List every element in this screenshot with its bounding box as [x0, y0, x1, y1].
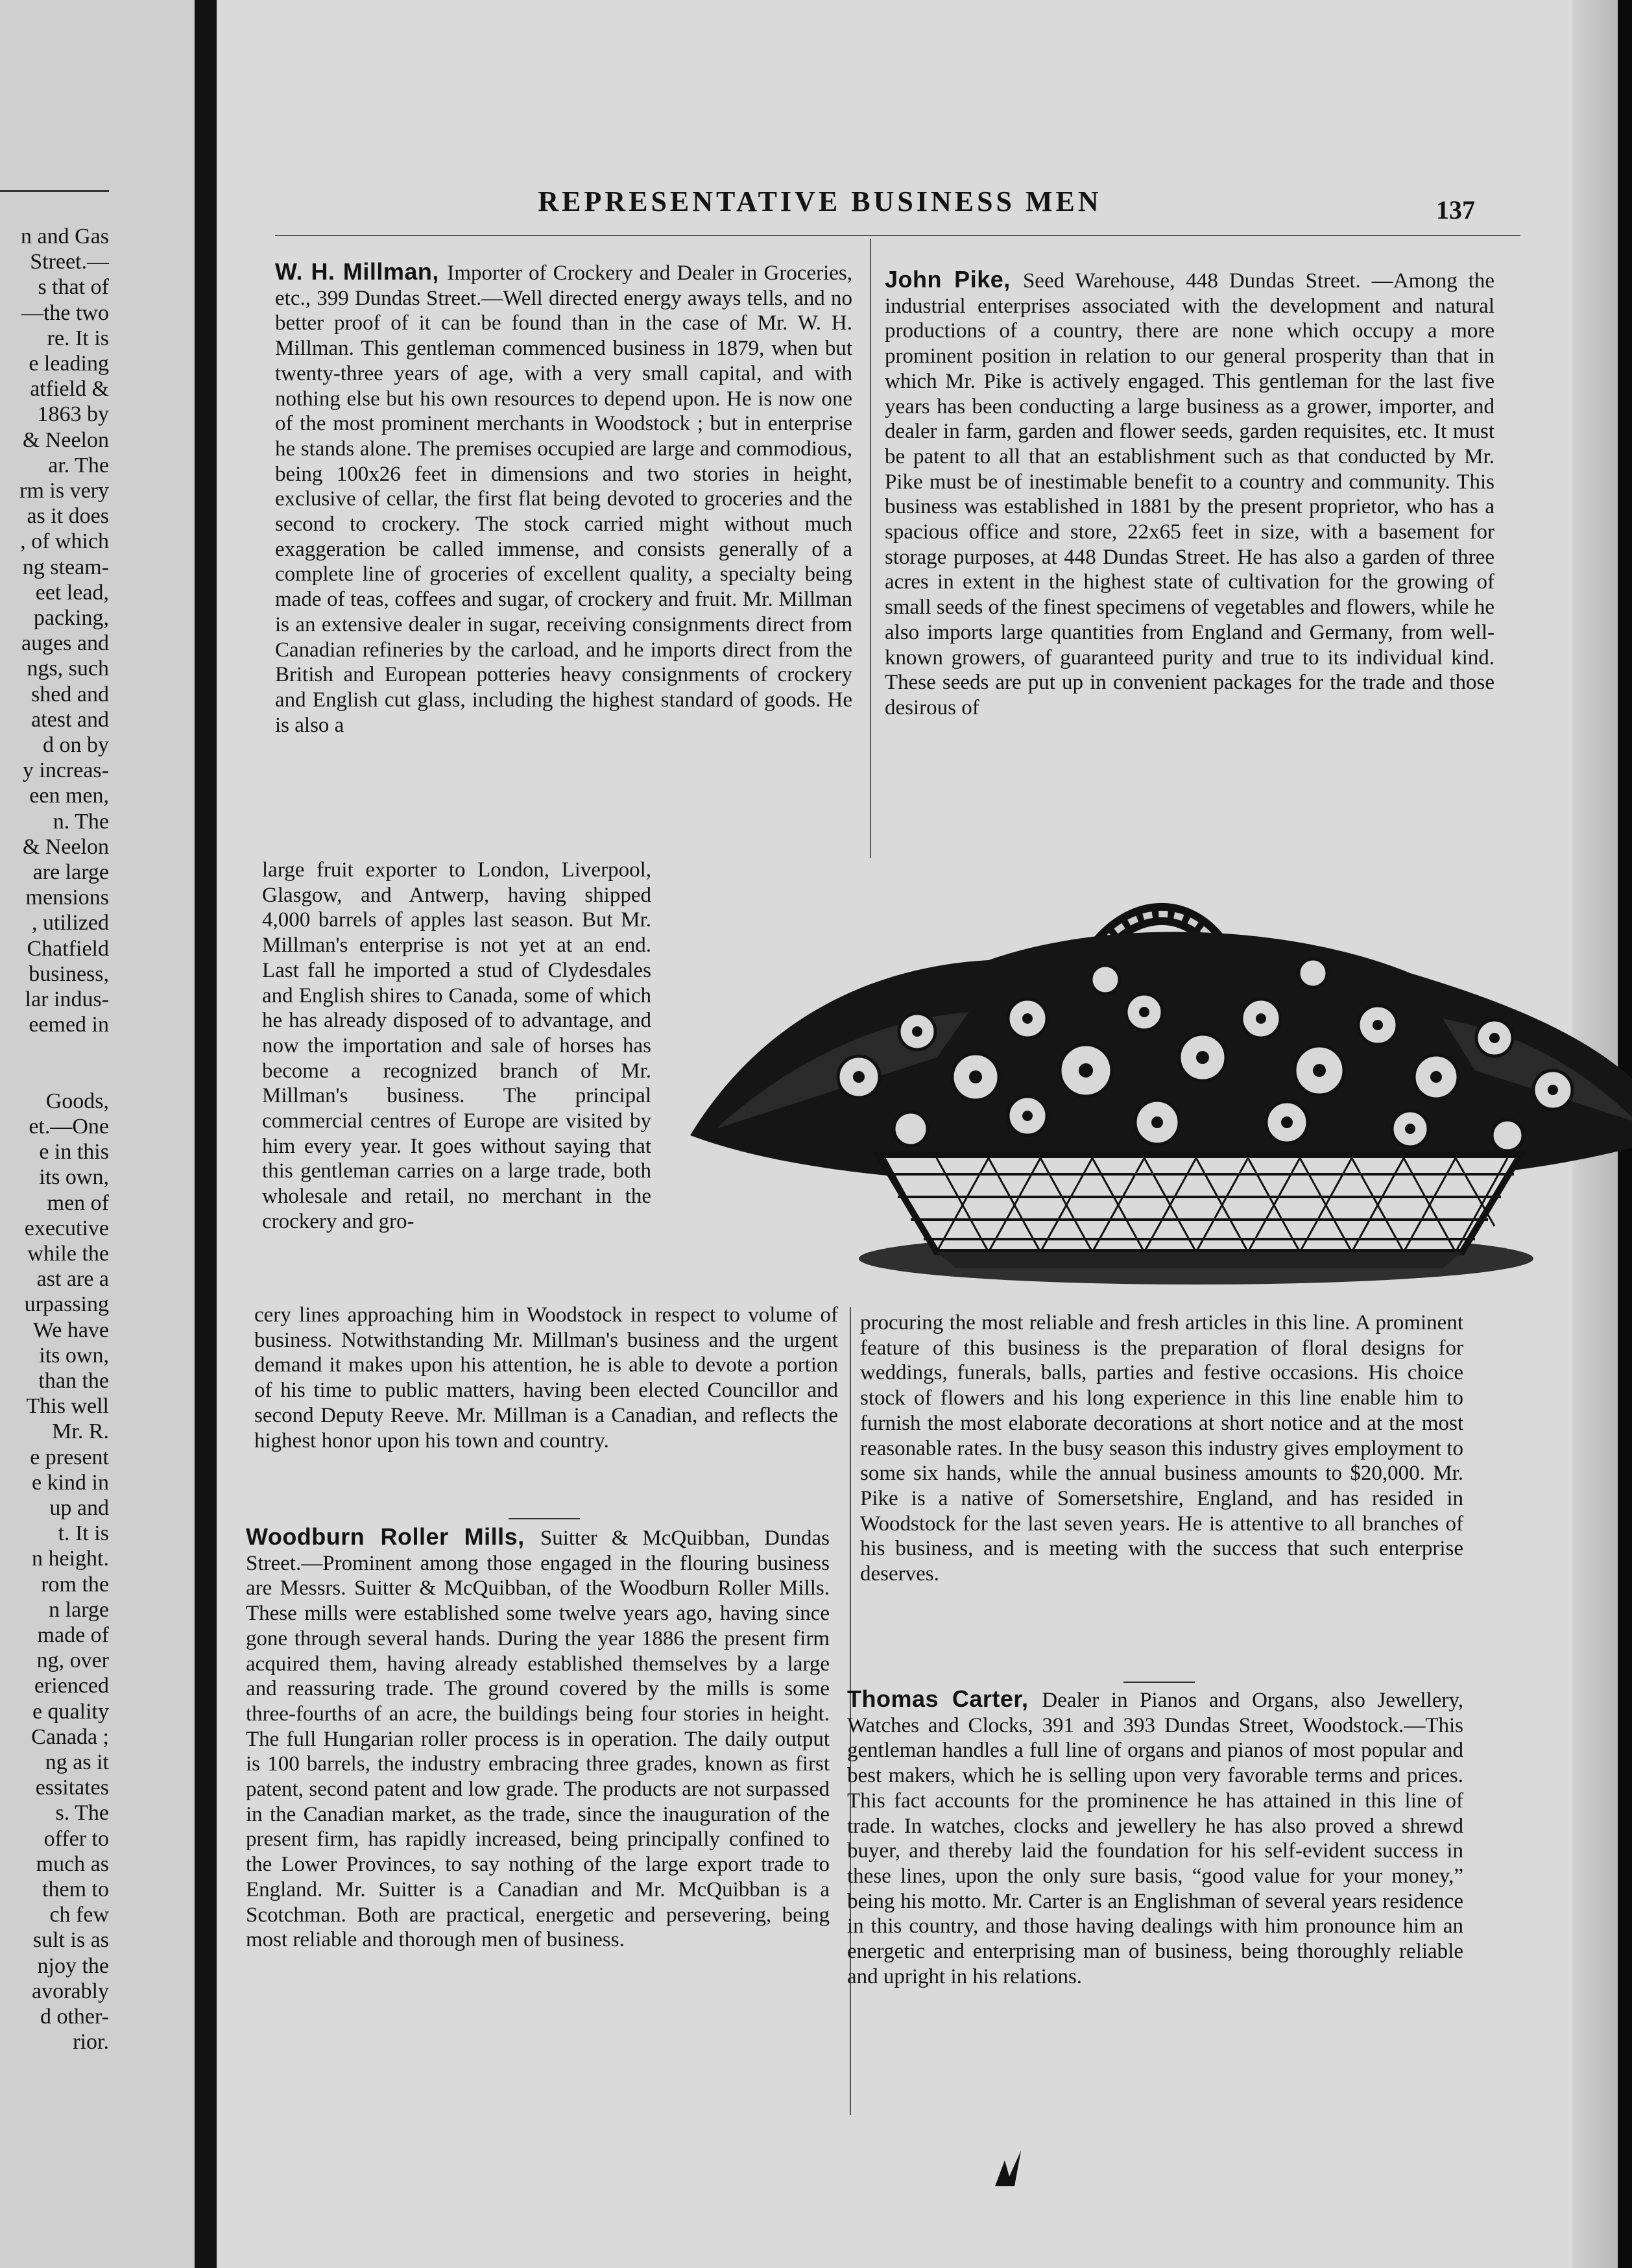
previous-page-line: Mr. R. — [52, 1419, 109, 1444]
previous-page-line: essitates — [35, 1776, 109, 1800]
previous-page-line: men of — [47, 1190, 109, 1215]
previous-page-line: them to — [42, 1877, 109, 1901]
previous-page-line: rm is very — [19, 479, 109, 503]
previous-page-line: auges and — [21, 631, 109, 656]
previous-page-line: t. It is — [58, 1521, 109, 1546]
previous-page-rule — [0, 190, 109, 192]
page — [217, 0, 1618, 2268]
previous-page-line: Goods, — [45, 1089, 109, 1113]
separator — [509, 1518, 580, 1519]
previous-page-strip — [0, 0, 195, 2268]
previous-page-line: rior. — [73, 2030, 109, 2055]
article-pike-body-top: Seed Warehouse, 448 Dundas Street. —Among the industrial enterprises associated with the development and natural productions of a country, there are none which occupy a more prominent position in relation to our general prosperity than that in which Mr. Pike is actively engaged. This gentleman for the last five years has been conducting a large business as a grower, importer, and dealer in farm, garden and flower seeds, garden requisites, etc. It must be patent to all that an establishment such as that conducted by Mr. Pike must be of inestimable benefit to a country and community. This business was established in 1881 by the present proprietor, who has a spacious office and store, 22x65 feet in size, with a basement for storage purposes, at 448 Dundas Street. He has also a garden of three acres in extent in the highest state of cultivation for the growing of small seeds of the finest specimens of vegetables and flowers, while he also imports large quantities from England and Germany, from well-known growers, of guaranteed purity and true to its individual kind. These seeds are put up in convenient packages for the trade and those desirous of — [885, 269, 1494, 719]
previous-page-line: e leading — [29, 352, 109, 376]
previous-page-line: Chatfield — [27, 936, 109, 961]
previous-page-line: atest and — [31, 707, 109, 732]
previous-page-line: , of which — [20, 529, 109, 554]
previous-page-line: than the — [38, 1369, 109, 1393]
previous-page-line: —the two — [21, 300, 109, 325]
previous-page-line: d other- — [40, 2005, 109, 2029]
previous-page-line: e in this — [39, 1140, 109, 1164]
previous-page-line: n. The — [53, 809, 109, 834]
previous-page-line: n height. — [32, 1547, 109, 1571]
previous-page-line: much as — [36, 1852, 109, 1876]
previous-page-line: 1863 by — [37, 402, 109, 427]
previous-page-line: et.—One — [29, 1115, 109, 1139]
previous-page-line: d on by — [43, 733, 109, 757]
previous-page-line: e kind in — [32, 1470, 109, 1495]
article-carter-name: Thomas Carter, — [847, 1687, 1042, 1712]
previous-page-line: n large — [49, 1597, 109, 1622]
previous-page-line: This well — [26, 1394, 109, 1419]
previous-page-line: We have — [32, 1318, 109, 1342]
previous-page-line: ngs, such — [27, 657, 109, 681]
previous-page-line: its own, — [39, 1165, 109, 1190]
previous-page-line: as it does — [27, 504, 109, 529]
previous-page-line: ng, over — [36, 1648, 109, 1673]
previous-page-line: while the — [27, 1242, 109, 1266]
previous-page-line: urpassing — [24, 1292, 109, 1317]
previous-page-line: eet lead, — [35, 580, 109, 605]
previous-page-line: avorably — [32, 1979, 109, 2003]
separator — [1123, 1682, 1195, 1683]
previous-page-line: packing, — [33, 606, 109, 630]
article-pike-body-bottom: procuring the most reliable and fresh articles in this line. A prominent feature of this business is the preparation of floral designs for weddings, funerals, balls, parties and festive occasions. His choice stock of flowers and his long experience in this line enable him to furnish the most elaborate decorations at short notice and at the most reasonable rates. In the busy season this industry gives employment to some six hands, while the annual business amounts to $20,000. Mr. Pike is a native of Somersetshire, England, and has resided in Woodstock for the last seven years. He is attentive to all branches of his business, and is meeting with the success that such enterprise deserves. — [860, 1311, 1463, 1586]
article-pike-bottom — [860, 1310, 1463, 1677]
previous-page-line: eemed in — [29, 1013, 109, 1037]
previous-page-line: up and — [49, 1496, 109, 1520]
article-pike-top — [885, 267, 1494, 864]
previous-page-line: ar. The — [48, 453, 109, 477]
previous-page-line: s that of — [38, 275, 109, 300]
previous-page-line: executive — [24, 1216, 109, 1240]
previous-page-line: s. The — [55, 1801, 109, 1826]
previous-page-line: Street.— — [30, 250, 109, 274]
article-woodburn-name: Woodburn Roller Mills, — [246, 1525, 540, 1550]
flower-basket-illustration — [664, 863, 1632, 1304]
article-millman-body-top: Importer of Crockery and Dealer in Groceries, etc., 399 Dundas Street.—Well directed energy aways tells, and no better proof of it can be found than in the case of Mr. W. H. Millman. This gentleman commenced business in 1879, when but twenty-three years of age, with a very small capital, and with nothing else but his own resources to depend upon. He is now one of the most prominent merchants in Woodstock ; but in enterprise he stands alone. The premises occupied are large and commodious, being 100x26 feet in dimensions and two stories in height, exclusive of cellar, the first flat being devoted to groceries and the second to crockery. The stock carried might without much exaggeration be called immense, and consists generally of a complete line of groceries of excellent quality, a specialty being made of teas, coffees and sugar, of crockery and fruit. Mr. Millman is an extensive dealer in sugar, receiving consignments direct from Canadian refineries by the carload, and he imports direct from the British and European potteries heavy consignments of crockery and English cut glass, including the highest standard of goods. He is also a — [275, 261, 852, 737]
previous-page-line: y increas- — [22, 758, 109, 783]
previous-page-line: re. It is — [47, 326, 109, 350]
article-carter — [847, 1687, 1463, 2102]
article-carter-body: Dealer in Pianos and Organs, also Jewellery, Watches and Clocks, 391 and 393 Dundas Street, Woodstock.—This gentleman handles a full line of organs and pianos of most popular and best makers, which he is selling upon very favorable terms and prices. This fact accounts for the prominence he has attained in this line of trade. In watches, clocks and jewellery he has also proved a shrewd buyer, and thereby laid the foundation for his self-evident success in these lines, upon the only sure basis, “good value for your money,” being his motto. Mr. Carter is an Englishman of several years residence in this country, and those having dealings with him pronounce him an energetic and enterprising man of business, being thoroughly reliable and upright in his relations. — [847, 1689, 1463, 1988]
article-millman-bottom — [254, 1303, 838, 1504]
column-rule-top — [870, 239, 871, 858]
previous-page-line: & Neelon — [22, 834, 109, 859]
previous-page-line: Canada ; — [31, 1724, 109, 1749]
article-pike-name: John Pike, — [885, 267, 1023, 293]
previous-page-line: atfield & — [30, 377, 109, 402]
previous-page-line: business, — [29, 961, 109, 986]
previous-page-line: its own, — [39, 1343, 109, 1368]
article-millman-body-bottom: cery lines approaching him in Woodstock in respect to volume of business. Notwithstanding Mr. Millman's business and the urgent demand it makes upon his attention, he is able to devote a portion of his time to public matters, having been elected Councillor and second Deputy Reeve. Mr. Millman is a Canadian, and reflects the highest honor upon his town and country. — [254, 1303, 838, 1453]
previous-page-line: offer to — [43, 1826, 109, 1851]
previous-page-line: e quality — [32, 1699, 109, 1724]
article-millman-body-narrow: large fruit exporter to London, Liverpool, Glasgow, and Antwerp, having shipped 4,000 barrels of apples last season. But Mr. Millman's enterprise is not yet at an end. Last fall he imported a stud of Clydesdales and English shires to Canada, some of which he has already disposed of to advantage, and now the importation and sale of horses has become a recognized branch of Mr. Millman's business. The principal commercial centres of Europe are visited by him every year. It goes without saying that this gentleman carries on a large trade, both wholesale and retail, no merchant in the crockery and gro- — [262, 858, 651, 1233]
article-millman-name: W. H. Millman, — [275, 259, 448, 285]
article-woodburn — [246, 1525, 830, 2089]
previous-page-line: mensions — [25, 886, 109, 910]
previous-page-line: ng as it — [45, 1750, 109, 1774]
previous-page-line: rom the — [41, 1572, 109, 1597]
previous-page-line: shed and — [31, 682, 109, 706]
previous-page-line: njoy the — [37, 1953, 109, 1978]
previous-page-line: ng steam- — [22, 555, 109, 579]
running-head: REPRESENTATIVE BUSINESS MEN — [538, 186, 1102, 217]
previous-page-line: e present — [30, 1445, 109, 1469]
previous-page-line: erienced — [34, 1674, 109, 1698]
previous-page-line: & Neelon — [22, 428, 109, 452]
book-gutter — [195, 0, 217, 2268]
article-woodburn-body: Suitter & McQuibban, Dundas Street.—Prominent among those engaged in the flouring business are Messrs. Suitter & McQuibban, of the Woodburn Roller Mills. These mills were established some twelve years ago, having since gone through several hands. During the year 1886 the present firm acquired them, having already established themselves by a large and reassuring trade. The ground covered by the mills is some three-fourths of an acre, the buildings being four stories in height. The full Hungarian roller process is in operation. The daily output is 100 barrels, the industry embracing three grades, known as first patent, second patent and low grade. The products are not surpassed in the Canadian market, as the trade, since the inauguration of the present firm, has rapidly increased, being principally confined to the Lower Provinces, to say nothing of the large export trade to England. Mr. Suitter is a Canadian and Mr. McQuibban is a Scotchman. Both are practical, energetic and persevering, being most reliable and thorough men of business. — [246, 1526, 830, 1952]
previous-page-line: n and Gas — [21, 224, 109, 248]
previous-page-line: ast are a — [36, 1267, 109, 1292]
previous-page-line: lar indus- — [25, 987, 109, 1011]
article-millman-narrow — [262, 858, 651, 1297]
page-number: 137 — [1436, 195, 1475, 224]
previous-page-line: , utilized — [32, 911, 109, 935]
previous-page-line: made of — [37, 1623, 109, 1647]
previous-page-line: een men, — [29, 784, 109, 808]
article-millman-top — [275, 259, 852, 858]
previous-page-line: are large — [32, 860, 109, 884]
previous-page-line: ch few — [49, 1903, 109, 1927]
ink-mark — [989, 2147, 1027, 2193]
previous-page-line: sult is as — [32, 1928, 109, 1953]
header-rule — [275, 235, 1520, 236]
